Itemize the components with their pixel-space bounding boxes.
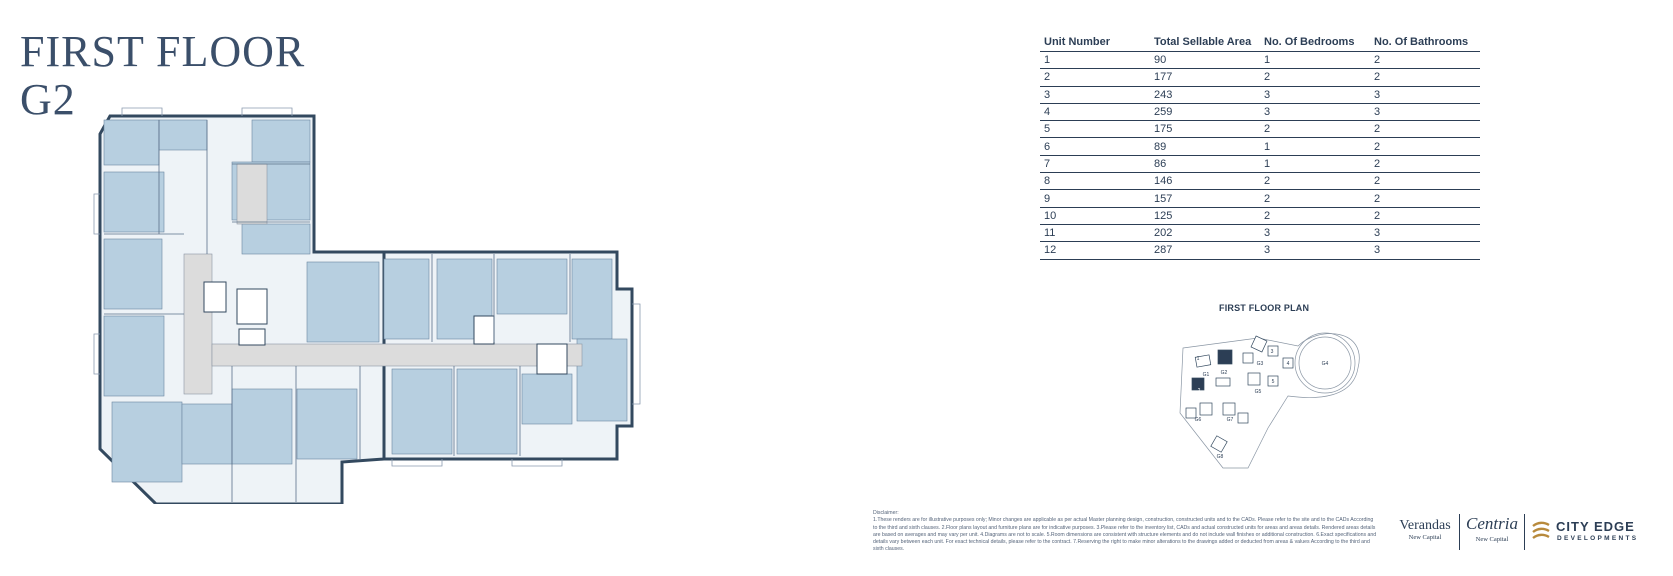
- disclaimer-heading: Disclaimer:: [873, 510, 899, 516]
- keyplan-unit-3: 3: [1270, 349, 1274, 355]
- cell-total-sellable-area: 89: [1150, 138, 1260, 155]
- cell-unit-number: 1: [1040, 52, 1150, 69]
- verandas-logo-name: Verandas: [1399, 518, 1451, 533]
- cell-total-sellable-area: 146: [1150, 173, 1260, 190]
- table-row: [1040, 190, 1480, 207]
- cell-total-sellable-area: 125: [1150, 207, 1260, 224]
- centria-logo: [1464, 514, 1520, 546]
- table-body: [1040, 52, 1480, 260]
- keyplan-label-g8: G8: [1216, 454, 1224, 460]
- keyplan-title: FIRST FLOOR PLAN: [1219, 303, 1310, 313]
- cell-unit-number: 10: [1040, 207, 1150, 224]
- cell-bedrooms: 3: [1260, 242, 1370, 259]
- cell-bedrooms: 2: [1260, 207, 1370, 224]
- disclaimer: [873, 510, 1378, 554]
- cell-bedrooms: 3: [1260, 224, 1370, 241]
- cell-bathrooms: 2: [1370, 52, 1480, 69]
- table-row: [1040, 52, 1480, 69]
- table-row: [1040, 207, 1480, 224]
- keyplan-label-g5: G5: [1254, 389, 1262, 395]
- cell-bathrooms: 2: [1370, 173, 1480, 190]
- cell-bathrooms: 2: [1370, 207, 1480, 224]
- developer-logos: [1396, 514, 1660, 550]
- cell-bathrooms: 2: [1370, 69, 1480, 86]
- cell-bathrooms: 2: [1370, 190, 1480, 207]
- keyplan-blocks: [1186, 336, 1293, 452]
- table-row: [1040, 155, 1480, 172]
- header-bedrooms: No. Of Bedrooms: [1260, 32, 1370, 52]
- cell-total-sellable-area: 287: [1150, 242, 1260, 259]
- title-line-1: FIRST FLOOR: [20, 27, 306, 76]
- key-plan: [1168, 318, 1368, 488]
- cell-unit-number: 7: [1040, 155, 1150, 172]
- unit-table: [1040, 32, 1480, 260]
- cell-bedrooms: 1: [1260, 52, 1370, 69]
- cell-unit-number: 12: [1040, 242, 1150, 259]
- table-row: [1040, 69, 1480, 86]
- floor-plan: [92, 104, 692, 504]
- cell-bedrooms: 3: [1260, 86, 1370, 103]
- verandas-logo: [1396, 518, 1454, 542]
- city-edge-logo-name: CITY EDGE: [1556, 519, 1635, 534]
- cell-total-sellable-area: 202: [1150, 224, 1260, 241]
- keyplan-label-g7: G7: [1226, 417, 1234, 423]
- keyplan-label-g1: G1: [1202, 372, 1210, 378]
- table-row: [1040, 224, 1480, 241]
- centria-logo-name: Centria: [1466, 514, 1518, 533]
- keyplan-unit-4: 4: [1286, 361, 1290, 367]
- table-row: [1040, 242, 1480, 259]
- cell-total-sellable-area: 175: [1150, 121, 1260, 138]
- cell-unit-number: 6: [1040, 138, 1150, 155]
- cell-bathrooms: 2: [1370, 138, 1480, 155]
- keyplan-label-g2: G2: [1220, 370, 1228, 376]
- header-total-sellable-area: Total Sellable Area: [1150, 32, 1260, 52]
- cell-total-sellable-area: 259: [1150, 103, 1260, 120]
- keyplan-label-g6: G6: [1194, 417, 1202, 423]
- keyplan-label-g3: G3: [1256, 361, 1264, 367]
- cell-bathrooms: 3: [1370, 86, 1480, 103]
- cell-bedrooms: 2: [1260, 190, 1370, 207]
- cell-bathrooms: 2: [1370, 121, 1480, 138]
- cell-unit-number: 3: [1040, 86, 1150, 103]
- cell-bathrooms: 3: [1370, 103, 1480, 120]
- centria-logo-sub: New Capital: [1475, 536, 1509, 543]
- city-edge-logo-sub: DEVELOPMENTS: [1557, 535, 1639, 542]
- cell-bedrooms: 2: [1260, 69, 1370, 86]
- keyplan-unit-2: 2: [1197, 388, 1201, 394]
- table-header-row: [1040, 32, 1480, 52]
- cell-bedrooms: 1: [1260, 138, 1370, 155]
- header-bathrooms: No. Of Bathrooms: [1370, 32, 1480, 52]
- cell-bedrooms: 2: [1260, 173, 1370, 190]
- table-row: [1040, 138, 1480, 155]
- cell-total-sellable-area: 243: [1150, 86, 1260, 103]
- header-unit-number: Unit Number: [1040, 32, 1150, 52]
- disclaimer-text: 1.These renders are for illustrative purposes only; Minor changes are applicable as per actual Master planning design, construction, constructed units and to the CADs. Please refer to the site and to the CADs According to the third and sixth clauses. 2.Floor plans layout and furniture plans are for indicative purposes. 3.Please refer to the inventory list, CADs and actual constructed units for areas and areas details. Rendered areas details are based on averages and may vary per unit. 4.Diagrams are not to scale. 5.Room dimensions are consistent with structure elements and do not include wall finishes or additional construction. 6.Exact specifications and details vary between each unit. For exact technical details, please refer to the contract. 7.Reserving the right to make minor alterations to the drawings added or deducted from areas & values According to the third and sixth clauses.: [873, 517, 1377, 553]
- cell-bathrooms: 3: [1370, 224, 1480, 241]
- table-row: [1040, 121, 1480, 138]
- cell-total-sellable-area: 177: [1150, 69, 1260, 86]
- keyplan-unit-5: 5: [1271, 379, 1275, 385]
- cell-bedrooms: 3: [1260, 103, 1370, 120]
- cell-total-sellable-area: 157: [1150, 190, 1260, 207]
- cell-unit-number: 2: [1040, 69, 1150, 86]
- keyplan-unit-1: 1: [1196, 356, 1200, 362]
- city-edge-emblem-icon: [1530, 520, 1552, 544]
- table-row: [1040, 103, 1480, 120]
- cell-total-sellable-area: 90: [1150, 52, 1260, 69]
- logo-divider: [1459, 514, 1460, 550]
- verandas-logo-sub: New Capital: [1408, 534, 1442, 541]
- table-row: [1040, 86, 1480, 103]
- cell-unit-number: 5: [1040, 121, 1150, 138]
- cell-bathrooms: 2: [1370, 155, 1480, 172]
- cell-total-sellable-area: 86: [1150, 155, 1260, 172]
- cell-bathrooms: 3: [1370, 242, 1480, 259]
- cell-bedrooms: 2: [1260, 121, 1370, 138]
- table-row: [1040, 173, 1480, 190]
- cell-unit-number: 4: [1040, 103, 1150, 120]
- title-line-2: G2: [20, 75, 76, 124]
- cell-unit-number: 9: [1040, 190, 1150, 207]
- cell-unit-number: 8: [1040, 173, 1150, 190]
- cell-bedrooms: 1: [1260, 155, 1370, 172]
- cell-unit-number: 11: [1040, 224, 1150, 241]
- logo-divider: [1524, 514, 1525, 550]
- keyplan-label-g4: G4: [1321, 361, 1329, 367]
